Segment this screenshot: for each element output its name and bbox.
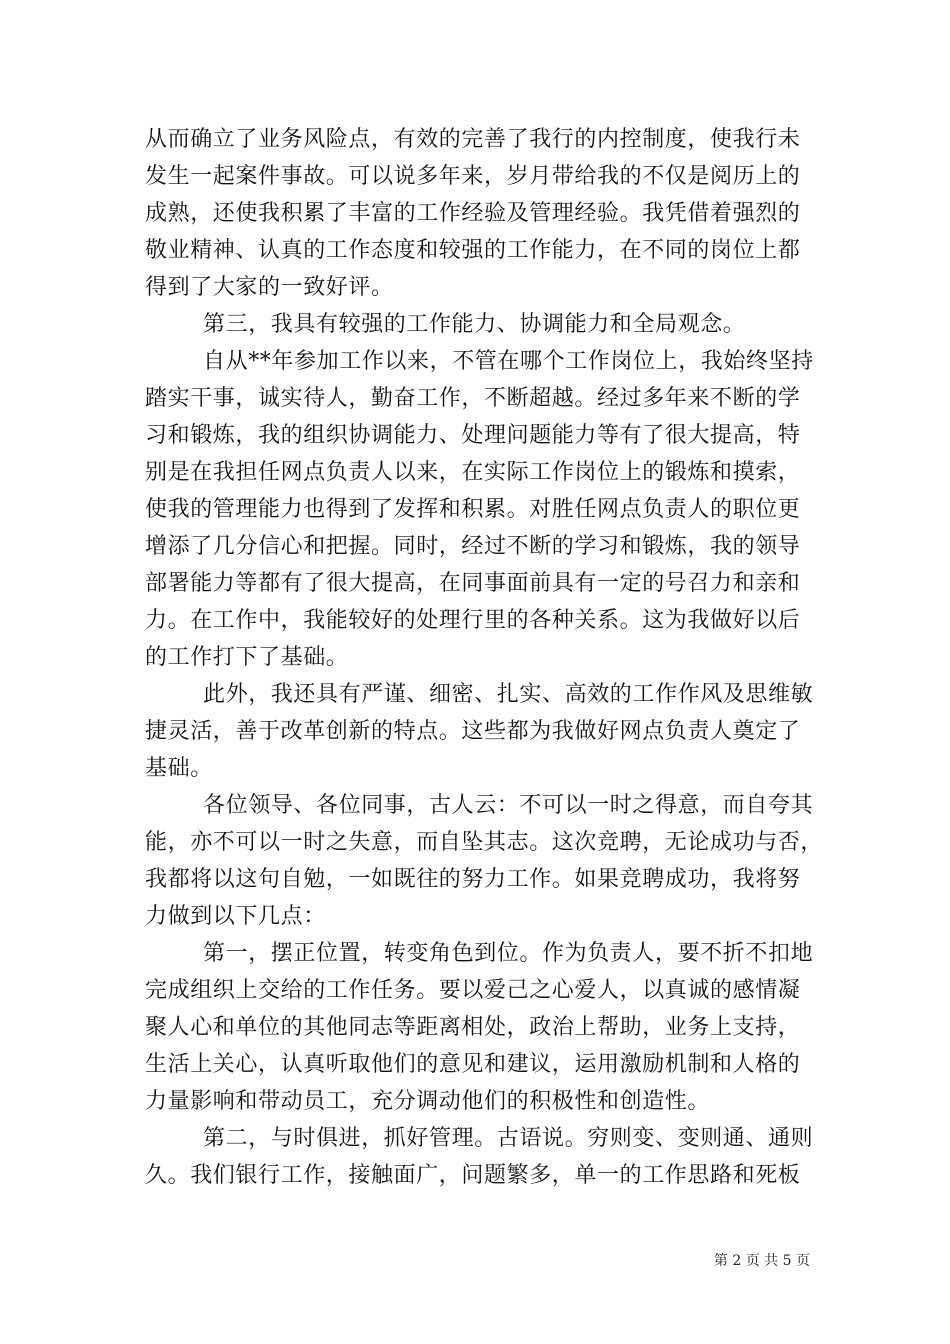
text-line: 聚人心和单位的其他同志等距离相处，政治上帮助，业务上支持， bbox=[145, 1015, 801, 1040]
text-line: 捷灵活，善于改革创新的特点。这些都为我做好网点负责人奠定了 bbox=[145, 719, 801, 744]
paragraph bbox=[145, 935, 814, 1120]
text-line: 自从**年参加工作以来，不管在哪个工作岗位上，我始终坚持 bbox=[203, 349, 814, 374]
text-line: 成熟，还使我积累了丰富的工作经验及管理经验。我凭借着强烈的 bbox=[145, 201, 801, 226]
paragraph bbox=[145, 1120, 814, 1194]
text-line: 踏实干事，诚实待人，勤奋工作，不断超越。经过多年来不断的学 bbox=[145, 386, 801, 411]
text-line: 增添了几分信心和把握。同时，经过不断的学习和锻炼，我的领导 bbox=[145, 534, 801, 559]
paragraph bbox=[145, 306, 810, 343]
text-line: 第三，我具有较强的工作能力、协调能力和全局观念。 bbox=[203, 312, 746, 337]
text-line: 力做到以下几点： bbox=[145, 904, 326, 929]
paragraph bbox=[145, 343, 814, 676]
text-line: 别是在我担任网点负责人以来，在实际工作岗位上的锻炼和摸索， bbox=[145, 460, 801, 485]
text-line: 各位领导、各位同事，古人云：不可以一时之得意，而自夸其 bbox=[203, 793, 814, 818]
text-line: 此外，我还具有严谨、细密、扎实、高效的工作作风及思维敏 bbox=[203, 682, 814, 707]
text-line: 久。我们银行工作，接触面广，问题繁多，单一的工作思路和死板 bbox=[145, 1163, 801, 1188]
text-line: 第二，与时俱进，抓好管理。古语说。穷则变、变则通、通则 bbox=[203, 1126, 814, 1151]
text-line: 的工作打下了基础。 bbox=[145, 645, 349, 670]
text-line: 得到了大家的一致好评。 bbox=[145, 275, 394, 300]
text-line: 部署能力等都有了很大提高，在同事面前具有一定的号召力和亲和 bbox=[145, 571, 801, 596]
text-line: 第一，摆正位置，转变角色到位。作为负责人，要不折不扣地 bbox=[203, 941, 814, 966]
page-number: 第 2 页 共 5 页 bbox=[713, 1253, 810, 1269]
paragraph bbox=[145, 787, 824, 935]
text-line: 能，亦不可以一时之失意，而自坠其志。这次竞聘，无论成功与否， bbox=[145, 830, 824, 855]
paragraph bbox=[145, 676, 814, 787]
text-line: 敬业精神、认真的工作态度和较强的工作能力，在不同的岗位上都 bbox=[145, 238, 801, 263]
document-body bbox=[145, 121, 824, 1194]
text-line: 我都将以这句自勉，一如既往的努力工作。如果竞聘成功，我将努 bbox=[145, 867, 801, 892]
text-line: 从而确立了业务风险点，有效的完善了我行的内控制度，使我行未 bbox=[145, 127, 801, 152]
text-line: 力。在工作中，我能较好的处理行里的各种关系。这为我做好以后 bbox=[145, 608, 801, 633]
text-line: 发生一起案件事故。可以说多年来，岁月带给我的不仅是阅历上的 bbox=[145, 164, 801, 189]
text-line: 生活上关心，认真听取他们的意见和建议，运用激励机制和人格的 bbox=[145, 1052, 801, 1077]
text-line: 习和锻炼，我的组织协调能力、处理问题能力等有了很大提高，特 bbox=[145, 423, 801, 448]
paragraph bbox=[145, 121, 810, 306]
text-line: 完成组织上交给的工作任务。要以爱己之心爱人，以真诚的感情凝 bbox=[145, 978, 801, 1003]
text-line: 力量影响和带动员工，充分调动他们的积极性和创造性。 bbox=[145, 1089, 711, 1114]
text-line: 基础。 bbox=[145, 756, 213, 781]
text-line: 使我的管理能力也得到了发挥和积累。对胜任网点负责人的职位更 bbox=[145, 497, 801, 522]
